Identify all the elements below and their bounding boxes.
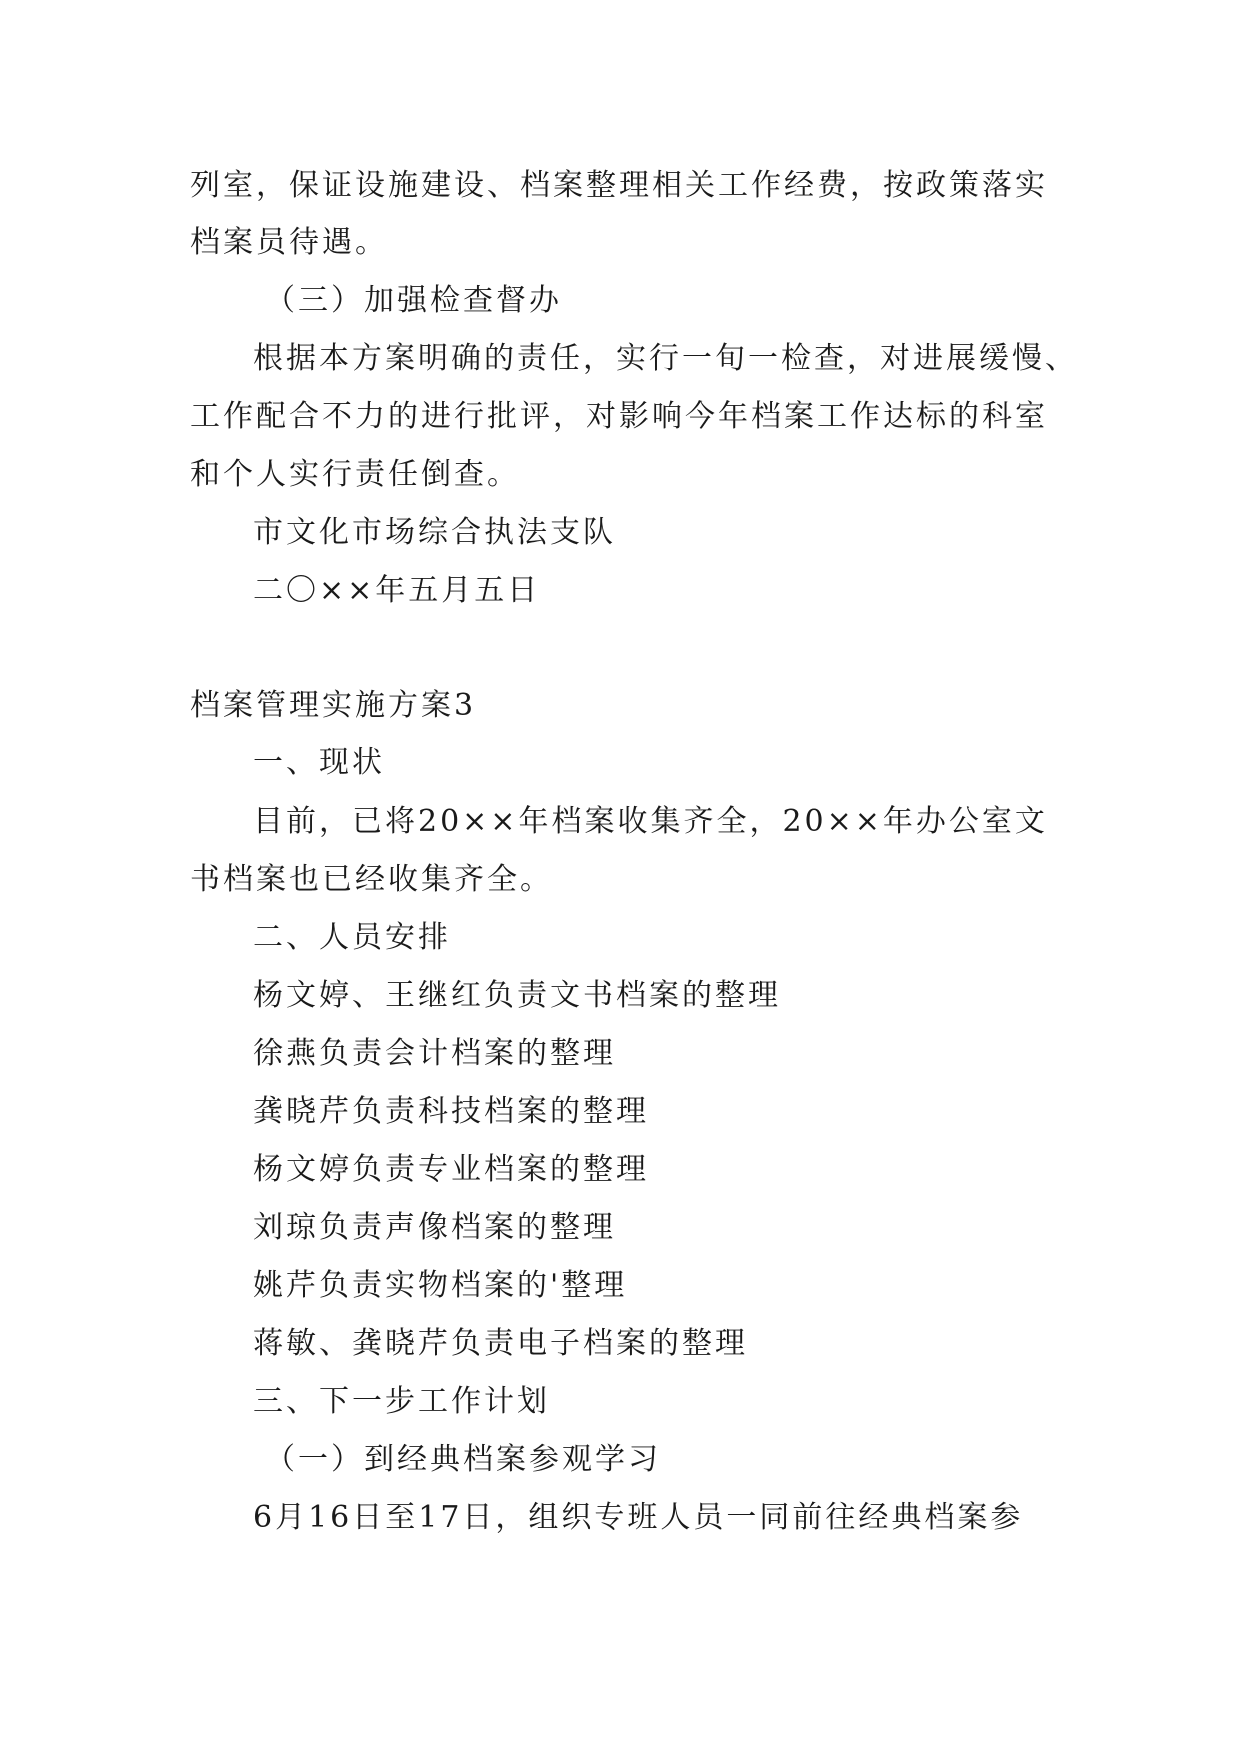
list-item: 蒋敏、龚晓芹负责电子档案的整理 (253, 1326, 748, 1361)
signature-date: 二〇××年五月五日 (253, 573, 541, 608)
body-text-line: 和个人实行责任倒查。 (190, 457, 520, 492)
body-text-line: 档案员待遇。 (190, 225, 388, 260)
section-heading: （三）加强检查督办 (265, 283, 562, 318)
section-heading: 一、现状 (253, 745, 385, 780)
list-item: 龚晓芹负责科技档案的整理 (253, 1094, 649, 1129)
list-item: 徐燕负责会计档案的整理 (253, 1036, 616, 1071)
subsection-heading: （一）到经典档案参观学习 (265, 1442, 661, 1477)
list-item: 杨文婷、王继红负责文书档案的整理 (253, 978, 781, 1013)
list-item: 杨文婷负责专业档案的整理 (253, 1152, 649, 1187)
body-text-line: 工作配合不力的进行批评，对影响今年档案工作达标的科室 (190, 399, 1048, 434)
document-title: 档案管理实施方案3 (190, 688, 477, 723)
body-text-line: 目前，已将20××年档案收集齐全，20××年办公室文 (253, 804, 1048, 839)
body-text-line: 书档案也已经收集齐全。 (190, 862, 553, 897)
body-text-line: 根据本方案明确的责任，实行一旬一检查，对进展缓慢、 (253, 341, 1078, 376)
body-text-line: 列室，保证设施建设、档案整理相关工作经费，按政策落实 (190, 168, 1048, 203)
list-item: 刘琼负责声像档案的整理 (253, 1210, 616, 1245)
section-heading: 三、下一步工作计划 (253, 1384, 550, 1419)
section-heading: 二、人员安排 (253, 920, 451, 955)
body-text-line: 6月16日至17日，组织专班人员一同前往经典档案参 (253, 1500, 1024, 1535)
list-item: 姚芹负责实物档案的'整理 (253, 1268, 628, 1303)
signature-organization: 市文化市场综合执法支队 (253, 515, 616, 550)
